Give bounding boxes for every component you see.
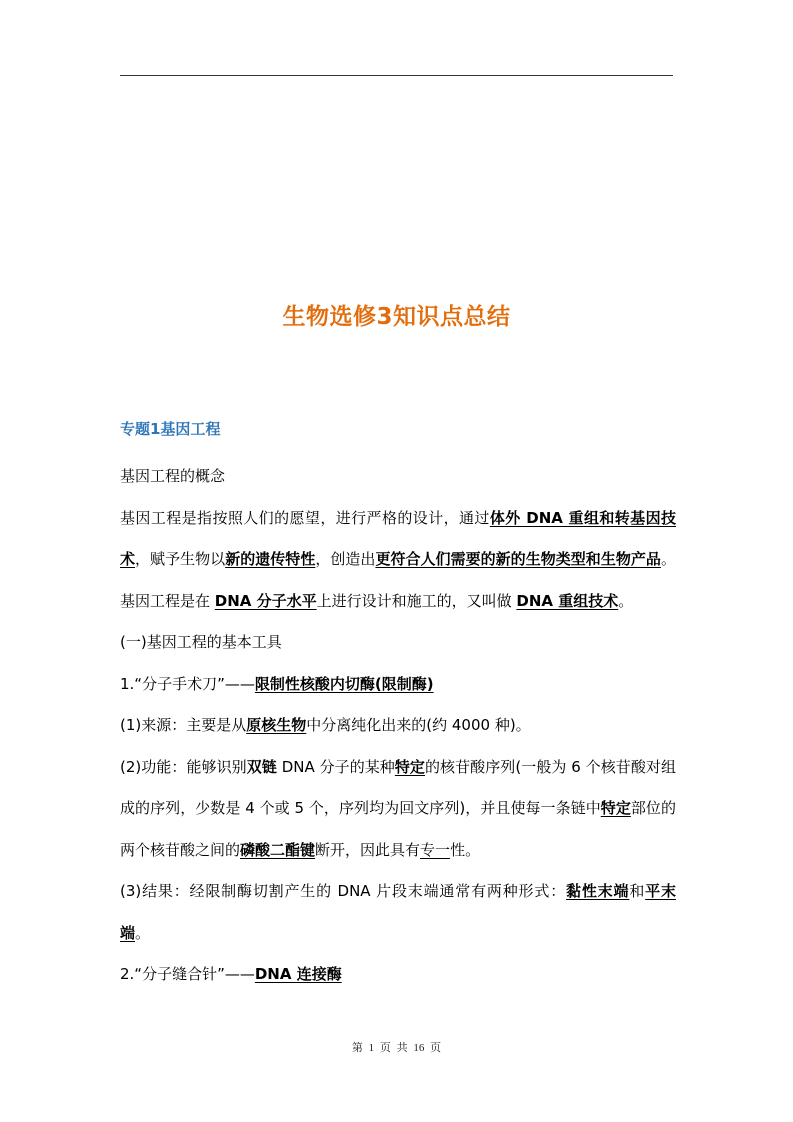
tools-heading: (一)基因工程的基本工具 — [120, 633, 282, 651]
key-term: DNA 连接酶 — [254, 965, 342, 983]
text: 和 — [629, 882, 646, 900]
text: 。基因工程是在 — [120, 550, 676, 610]
text: 中分离纯化出来的(约 4000 种)。 — [306, 716, 531, 734]
text: DNA 分子的某种 — [276, 757, 395, 776]
key-term: 平末端 — [120, 882, 676, 942]
section-heading: 专题1基因工程 — [120, 420, 221, 438]
text: 部位的两个核苷酸之间的 — [120, 799, 676, 859]
concept-paragraph — [120, 498, 676, 623]
text: 断开，因此具有 — [315, 840, 421, 859]
key-term: 磷酸二酯键 — [240, 840, 316, 859]
result-paragraph — [120, 871, 676, 954]
page-footer: 第 1 页 共 16 页 — [351, 1042, 442, 1054]
text: 上进行设计和施工的，又叫做 — [316, 591, 517, 610]
text: 。 — [618, 591, 634, 610]
key-term: DNA 分子水平 — [214, 591, 317, 610]
text: (1)来源：主要是从 — [120, 716, 247, 734]
key-term: 特定 — [394, 757, 425, 776]
text: ，赋予生物以 — [135, 550, 226, 568]
key-term: 限制性核酸内切酶(限制酶) — [254, 674, 434, 693]
concept-label: 基因工程的概念 — [120, 467, 226, 485]
key-term: 体外 DNA 重组和转基因技术 — [120, 508, 676, 568]
source-paragraph — [120, 705, 676, 747]
key-term: 双链 — [246, 757, 277, 776]
text: (2)功能：能够识别 — [120, 757, 247, 776]
text: (3)结果：经限制酶切割产生的 DNA 片段末端通常有两种形式： — [120, 882, 567, 900]
text: 1.“分子手术刀”—— — [120, 674, 255, 693]
text: ，创造出 — [315, 550, 376, 568]
key-term: 新的遗传特性 — [225, 550, 316, 568]
text: 基因工程是指按照人们的愿望，进行严格的设计，通过 — [120, 508, 490, 527]
text: 性。 — [450, 840, 481, 859]
key-term: 专一 — [420, 840, 451, 859]
text: 的核苷酸序列(一般为 6 个核苷酸对组成的序列，少数是 4 个或 5 个，序列均为回文序列)，并且使每一条链中 — [120, 757, 676, 817]
key-term: DNA 重组技术 — [516, 591, 619, 610]
text: 2.“分子缝合针”—— — [120, 965, 255, 983]
text: 。 — [135, 923, 151, 942]
item-2 — [120, 954, 676, 996]
document-title: 生物选修3知识点总结 — [282, 304, 511, 330]
key-term: 黏性末端 — [566, 882, 630, 900]
key-term: 原核生物 — [246, 716, 307, 734]
key-term: 更符合人们需要的新的生物类型和生物产品 — [375, 550, 661, 568]
function-paragraph — [120, 747, 676, 872]
header-rule — [120, 75, 673, 76]
item-1 — [120, 664, 676, 706]
document-body — [120, 456, 676, 996]
key-term: 特定 — [600, 799, 631, 817]
